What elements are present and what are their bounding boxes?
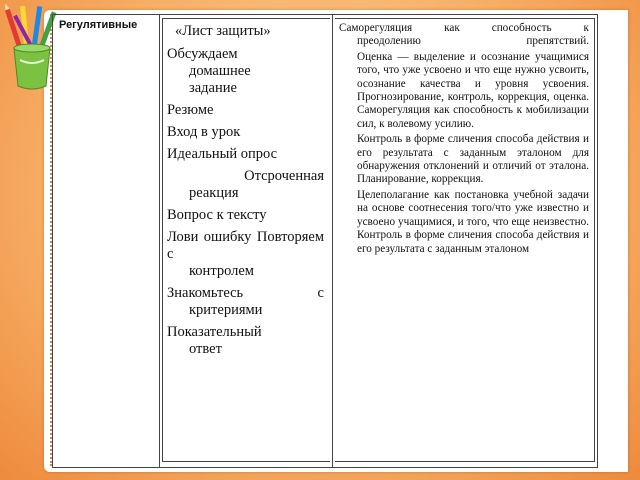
list-item [167, 46, 324, 97]
list-item-text: Идеальный опрос [167, 146, 278, 162]
list-item-text: реакция [189, 185, 239, 201]
list-item-text: Отсроченная [244, 168, 324, 184]
list-item-text: контролем [189, 263, 254, 279]
list-item-text: ответ [189, 341, 222, 357]
list-item [167, 207, 324, 224]
list-item-text: задание [189, 80, 237, 96]
list-item [167, 102, 324, 119]
description-text [335, 19, 594, 256]
list-item [167, 124, 324, 141]
list-item-text: Вопрос к тексту [167, 207, 267, 223]
methods-cell [160, 15, 333, 468]
category-cell [53, 15, 160, 468]
list-item-text: Лови ошибку Повторяем с [167, 229, 324, 262]
list-item [167, 229, 324, 280]
list-item [167, 285, 324, 319]
description-paragraph [339, 22, 589, 49]
list-item [167, 168, 324, 202]
list-item [167, 324, 324, 358]
list-item-text: Обсуждаем [167, 46, 238, 62]
list-item-text: критериями [189, 302, 263, 318]
description-cell [333, 15, 598, 468]
table-row [53, 15, 598, 468]
methods-list [163, 19, 330, 358]
list-item-text: домашнее [189, 63, 251, 79]
category-label: Регулятивные [59, 19, 138, 31]
list-item-text: Показательный [167, 324, 262, 340]
list-item-text: Вход в урок [167, 124, 241, 140]
paragraph-line: преодолению препятствий. [357, 35, 589, 48]
description-frame [335, 18, 595, 462]
list-item [167, 146, 324, 163]
list-item: «Лист защиты» [175, 23, 271, 39]
list-item-text: Резюме [167, 102, 214, 118]
paragraph-line: Саморегуляция как способность к [339, 22, 589, 34]
description-paragraph: Контроль в форме сличения способа действия и его результата с заданным эталоном для обнаружения отклонений и отличий от эталона. Планирование, коррекция. [357, 133, 589, 186]
description-paragraph: Оценка — выделение и осознание учащимися того, что уже усвоено и что еще нужно усвоить, осознание качества и уровня усвоения. Прогнозирование, контроль, коррекция, оценка. Саморегуляция как способность к мобилизации сил, к волевому усилию. [357, 50, 589, 130]
list-item-text: Знакомьтесь с [167, 285, 324, 301]
description-paragraph: Целеполагание как постановка учебной задачи на основе соотнесения того/что уже известно и усвоено учащимися, и того, что еще неизвестно. Контроль в форме сличения способа действия и его результата с заданным эталоном [357, 188, 589, 255]
methods-frame [162, 18, 330, 462]
skills-table [52, 14, 598, 468]
